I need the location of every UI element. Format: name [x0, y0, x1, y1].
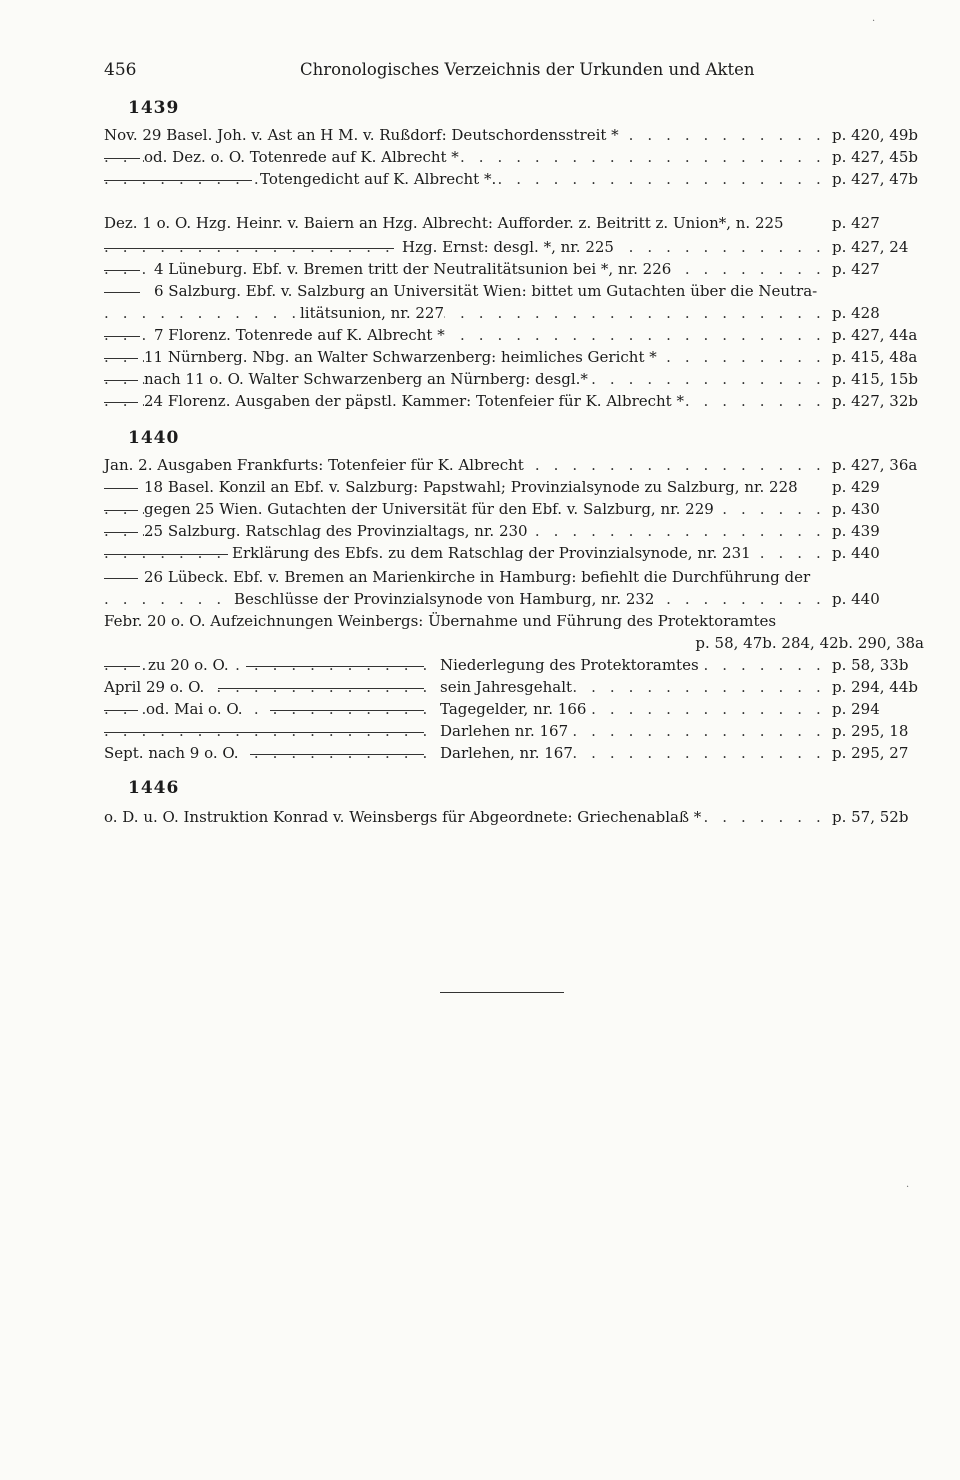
- register-entry: . . . Beschlüsse der Provinzialsynode von Hamburg, nr. 232 p. 440: [104, 588, 924, 610]
- page-reference: p. 427, 32b: [832, 390, 924, 412]
- register-entry: . . . Hzg. Ernst: desgl. *, nr. 225 p. 427, 24: [104, 236, 924, 258]
- page-reference: p. 295, 18: [832, 720, 924, 742]
- page-reference: p. 427: [832, 258, 924, 280]
- page-reference: p. 430: [832, 498, 924, 520]
- ditto-dash: [246, 666, 424, 667]
- register-entry: . . . 11 Nürnberg. Nbg. an Walter Schwarzenberg: heimliches Gericht * p. 415, 48a: [104, 346, 924, 368]
- page-reference: p. 294: [832, 698, 924, 720]
- end-rule: [440, 992, 564, 993]
- ditto-dash: [104, 270, 140, 271]
- page-reference: p. 427, 44a: [832, 324, 924, 346]
- register-entry: . . . o. D. u. O. Instruktion Konrad v. Weinsbergs für Abgeordnete: Griechenablaß * p. 57, 52b: [104, 806, 924, 828]
- ditto-dash: [104, 248, 394, 249]
- register-entry: . . . od. Mai o. O. Tagegelder, nr. 166 p. 294: [104, 698, 924, 720]
- ditto-dash: [104, 554, 228, 555]
- ditto-dash: [270, 710, 424, 711]
- register-entry: . . . 25 Salzburg. Ratschlag des Provinzialtags, nr. 230 p. 439: [104, 520, 924, 542]
- ditto-dash: [104, 710, 138, 711]
- register-entry: . . . 7 Florenz. Totenrede auf K. Albrecht * p. 427, 44a: [104, 324, 924, 346]
- ditto-dash: [104, 292, 140, 293]
- register-entry: . . . April 29 o. O. sein Jahresgehalt p. 294, 44b: [104, 676, 924, 698]
- register-entry: 26 Lübeck. Ebf. v. Bremen an Marienkirche in Hamburg: befiehlt die Durchführung der: [104, 566, 924, 588]
- page-reference: p. 427, 36a: [832, 454, 924, 476]
- year-heading: 1446: [128, 778, 180, 798]
- register-entry: . . . Nov. 29 Basel. Joh. v. Ast an H M. v. Rußdorf: Deutschordensstreit * p. 420, 49b: [104, 124, 924, 146]
- page-reference: p. 58, 33b: [832, 654, 924, 676]
- page-reference: p. 427, 24: [832, 236, 924, 258]
- register-entry: Febr. 20 o. O. Aufzeichnungen Weinbergs: Übernahme und Führung des Protektoramtes: [104, 612, 777, 630]
- register-entry: Dez. 1 o. O. Hzg. Heinr. v. Baiern an Hzg. Albrecht: Aufforder. z. Beitritt z. Union*, n. 225 p. 427: [104, 212, 924, 234]
- register-entry: . . . Jan. 2. Ausgaben Frankfurts: Totenfeier für K. Albrecht p. 427, 36a: [104, 454, 924, 476]
- register-entry: 6 Salzburg. Ebf. v. Salzburg an Universität Wien: bittet um Gutachten über die Neutra-: [104, 280, 924, 302]
- register-entry: . . . gegen 25 Wien. Gutachten der Universität für den Ebf. v. Salzburg, nr. 229 p. 430: [104, 498, 924, 520]
- register-entry: 18 Basel. Konzil an Ebf. v. Salzburg: Papstwahl; Provinzialsynode zu Salzburg, nr. 228 p. 429: [104, 476, 924, 498]
- register-entry: . . . Totengedicht auf K. Albrecht *. p. 427, 47b: [104, 168, 924, 190]
- page-reference: p. 57, 52b: [832, 806, 924, 828]
- ditto-dash: [104, 380, 138, 381]
- ditto-dash: [104, 402, 138, 403]
- ditto-dash: [104, 158, 140, 159]
- page-reference: p. 440: [832, 542, 924, 564]
- page-reference: p. 295, 27: [832, 742, 924, 764]
- register-entry: . . . Erklärung des Ebfs. zu dem Ratschlag der Provinzialsynode, nr. 231 p. 440: [104, 542, 924, 564]
- register-entry: . . . Darlehen nr. 167 p. 295, 18: [104, 720, 924, 742]
- ditto-dash: [104, 532, 138, 533]
- page-reference: p. 428: [832, 302, 924, 324]
- page-reference: p. 294, 44b: [832, 676, 924, 698]
- scan-speck: ·: [872, 16, 876, 27]
- year-heading: 1440: [128, 428, 180, 448]
- page-reference: p. 427, 47b: [832, 168, 924, 190]
- ditto-dash: [104, 488, 138, 489]
- page-reference: p. 429: [832, 476, 924, 498]
- page-reference: p. 440: [832, 588, 924, 610]
- page-header: [104, 60, 924, 90]
- ditto-dash: [104, 336, 140, 337]
- ditto-dash: [104, 358, 138, 359]
- ditto-dash: [104, 578, 138, 579]
- page-reference: p. 427, 45b: [832, 146, 924, 168]
- register-entry: . . . zu 20 o. O. Niederlegung des Protektoramtes p. 58, 33b: [104, 654, 924, 676]
- register-entry: . . . nach 11 o. O. Walter Schwarzenberg an Nürnberg: desgl.* p. 415, 15b: [104, 368, 924, 390]
- register-entry: [104, 632, 924, 654]
- ditto-dash: [218, 688, 424, 689]
- leader-dots: [104, 302, 832, 324]
- page-reference: p. 415, 15b: [832, 368, 924, 390]
- page-number: 456: [104, 60, 137, 80]
- register-entry: . . . 4 Lüneburg. Ebf. v. Bremen tritt der Neutralitätsunion bei *, nr. 226 p. 427: [104, 258, 924, 280]
- ditto-dash: [250, 754, 424, 755]
- register-entry: . . . 24 Florenz. Ausgaben der päpstl. Kammer: Totenfeier für K. Albrecht * p. 427, 32b: [104, 390, 924, 412]
- page-reference: p. 415, 48a: [832, 346, 924, 368]
- page-reference: p. 420, 49b: [832, 124, 924, 146]
- year-heading: 1439: [128, 98, 180, 118]
- page-reference: p. 427: [832, 212, 924, 234]
- scan-speck: ·: [906, 1182, 910, 1193]
- running-title: Chronologisches Verzeichnis der Urkunden und Akten: [300, 60, 755, 79]
- page-reference: p. 58, 47b. 284, 42b. 290, 38a: [695, 634, 924, 652]
- ditto-dash: [104, 732, 424, 733]
- page-reference: p. 439: [832, 520, 924, 542]
- ditto-dash: [104, 666, 140, 667]
- ditto-dash: [104, 180, 252, 181]
- ditto-dash: [104, 510, 138, 511]
- register-entry: . . . od. Dez. o. O. Totenrede auf K. Albrecht * p. 427, 45b: [104, 146, 924, 168]
- register-entry: . . . Sept. nach 9 o. O. Darlehen, nr. 167 p. 295, 27: [104, 742, 924, 764]
- register-entry: . . . litätsunion, nr. 227 p. 428: [104, 302, 924, 324]
